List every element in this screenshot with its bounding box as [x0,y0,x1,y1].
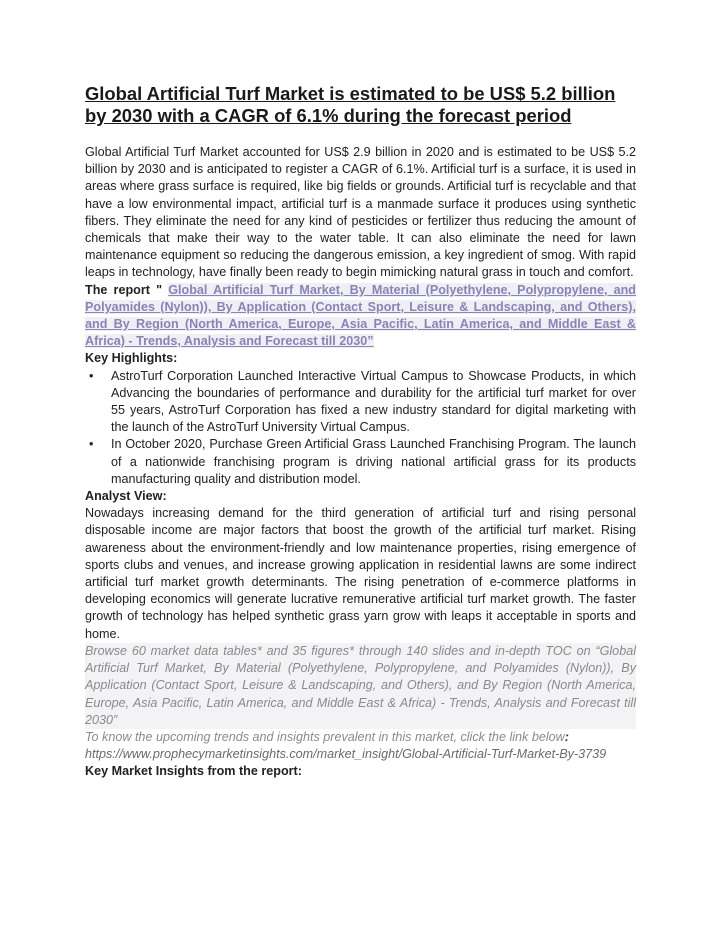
report-prefix: The report " [85,282,169,297]
list-item [85,368,636,437]
know-more-colon: : [564,729,569,744]
page-title: Global Artificial Turf Market is estimated to be US$ 5.2 billion by 2030 with a CAGR of 6.1% during the forecast period [85,83,616,126]
know-more-label: To know the upcoming trends and insights prevalent in this market, click the link below [85,729,565,744]
bullet-icon: • [89,437,94,452]
know-more-text [85,729,636,746]
report-link[interactable]: Global Artificial Turf Market, By Material (Polyethylene, Polypropylene, and Polyamides (Nylon)), By Application (Contact Sport, Leisure & Landscaping, and Others), and By Region (North America, Europe, Asia Pacific, Latin America, and Middle East & Africa) - Trends, Analysis and Forecast till 2030” [85,282,636,349]
analyst-view-paragraph: Nowadays increasing demand for the third generation of artificial turf and rising personal disposable income are major factors that boost the growth of the artificial turf market. Rising awareness about the environment-friendly and low maintenance properties, rising emergence of sports clubs and venues, and increase growing application in residential lawns are some indirect artificial turf market growth determinants. The rising penetration of e-commerce platforms in developing economics will generate lucrative remunerative artificial turf market growth. The faster growth of technology has helped synthetic grass yarn grow with leaps it acceptable in sports and home. [85,506,636,641]
report-url-link[interactable]: https://www.prophecymarketinsights.com/market_insight/Global-Artificial-Turf-Market-By-3739 [85,747,607,762]
intro-paragraph: Global Artificial Turf Market accounted for US$ 2.9 billion in 2020 and is estimated to be US$ 5.2 billion by 2030 and is anticipated to register a CAGR of 6.1%. Artificial turf is a surface, it is used in areas where grass surface is required, like big fields or grounds. Artificial turf is recyclable and that have a low environmental impact, artificial turf is a manmade surface it produces using synthetic fibers. They eliminate the need for any kind of pesticides or fertilizer thus reducing the amount of chemicals that make their way to the water table. It can also eliminate the need for lawn maintenance equipment so reducing the dangerous emission, a key ingredient of smog. With rapid leaps in technology, have finally been ready to begin mimicking natural grass in touch and comfort. [85,145,636,280]
analyst-view-heading: Analyst View: [85,489,167,504]
highlights-list [85,368,636,488]
key-highlights-heading: Key Highlights: [85,351,178,366]
list-item [85,436,636,488]
report-paragraph [85,282,636,351]
bullet-icon: • [89,368,94,383]
document-page [85,83,636,781]
browse-paragraph[interactable]: Browse 60 market data tables* and 35 figures* through 140 slides and in-depth TOC on “Global Artificial Turf Market, By Material (Polyethylene, Polypropylene, and Polyamides (Nylon)), By Application (Contact Sport, Leisure & Landscaping, and Others), and By Region (North America, Europe, Asia Pacific, Latin America, and Middle East & Africa) - Trends, Analysis and Forecast till 2030” [85,643,636,729]
key-market-insights-heading: Key Market Insights from the report: [85,764,302,779]
list-item-text: In October 2020, Purchase Green Artificial Grass Launched Franchising Program. The launch of a nationwide franchising program is driving national artificial grass for its products manufacturing quality and distribution model. [111,437,636,486]
list-item-text: AstroTurf Corporation Launched Interactive Virtual Campus to Showcase Products, in which Advancing the boundaries of performance and durability for the artificial turf market for over 55 years, AstroTurf Corporation has fixed a new industry standard for digital marketing with the launch of the AstroTurf University Virtual Campus. [111,368,636,435]
